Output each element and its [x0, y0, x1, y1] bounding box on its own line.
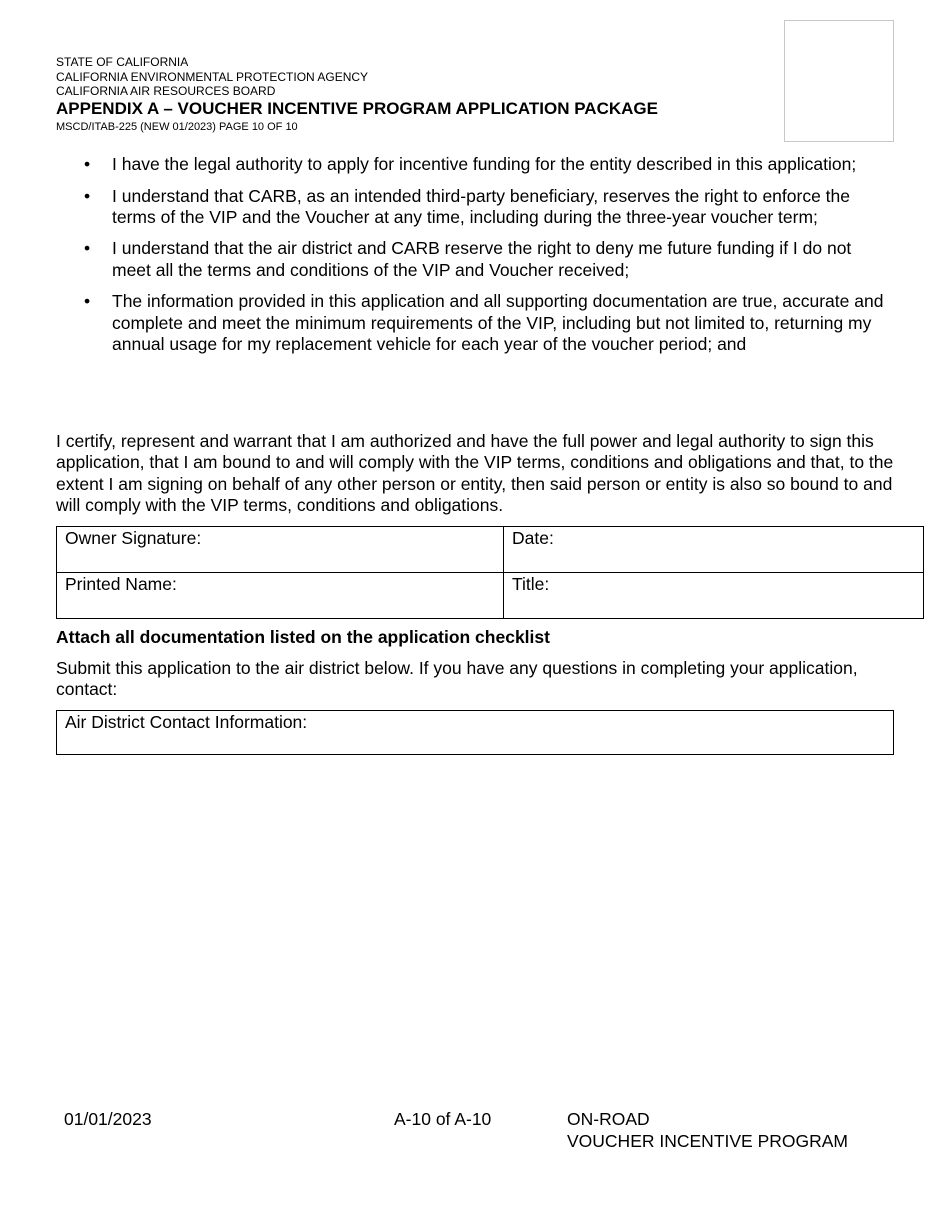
- bullet-marker: •: [84, 154, 91, 174]
- bullet-item: [84, 186, 884, 229]
- table-row: [57, 527, 924, 573]
- air-district-contact-field[interactable]: [56, 710, 894, 755]
- bullet-marker: •: [84, 238, 91, 259]
- footer-program: [567, 1109, 848, 1152]
- attach-note: Attach all documentation listed on the application checklist: [56, 627, 550, 647]
- footer-page-number: A-10 of A-10: [394, 1109, 492, 1129]
- bullet-item: [84, 238, 884, 281]
- footer-program-line1: ON-ROAD: [567, 1109, 650, 1129]
- footer-date: 01/01/2023: [64, 1109, 152, 1129]
- stamp-box: [784, 20, 894, 142]
- header-agency: CALIFORNIA ENVIRONMENTAL PROTECTION AGENCY: [56, 70, 369, 84]
- footer-program-line2: VOUCHER INCENTIVE PROGRAM: [567, 1130, 848, 1151]
- submit-note: Submit this application to the air district below. If you have any questions in completing your application, contact:: [56, 658, 858, 700]
- owner-signature-field[interactable]: [57, 527, 504, 573]
- owner-signature-label: Owner Signature:: [65, 528, 202, 548]
- bullet-marker: •: [84, 291, 91, 312]
- bullet-item: [84, 291, 884, 355]
- date-field[interactable]: [504, 527, 924, 573]
- bullet-text: I understand that CARB, as an intended third-party beneficiary, reserves the right to enforce the terms of the VIP and the Voucher at any time, including during the three-year voucher term;: [112, 185, 850, 227]
- form-number: MSCD/ITAB-225 (NEW 01/2023) PAGE 10 OF 10: [56, 121, 298, 133]
- bullet-marker: •: [84, 185, 91, 206]
- printed-name-label: Printed Name:: [65, 574, 177, 594]
- bullet-text: I understand that the air district and CARB reserve the right to deny me future funding if I do not meet all the terms and conditions of the VIP and Voucher received;: [112, 238, 852, 280]
- bullet-item: [84, 154, 884, 175]
- header-board: CALIFORNIA AIR RESOURCES BOARD: [56, 84, 276, 98]
- page-title: APPENDIX A – VOUCHER INCENTIVE PROGRAM APPLICATION PACKAGE: [56, 99, 658, 118]
- header-state: STATE OF CALIFORNIA: [56, 55, 189, 69]
- signature-table: [56, 526, 924, 619]
- certification-paragraph: I certify, represent and warrant that I am authorized and have the full power and legal authority to sign this application, that I am bound to and will comply with the VIP terms, conditions and obligations and that, to the extent I am signing on behalf of any other person or entity, then said person or entity is also so bound to and will comply with the VIP terms, conditions and obligations.: [56, 431, 894, 515]
- table-row: [57, 573, 924, 619]
- air-district-contact-label: Air District Contact Information:: [65, 712, 308, 732]
- title-field[interactable]: [504, 573, 924, 619]
- printed-name-field[interactable]: [57, 573, 504, 619]
- bullet-text: The information provided in this application and all supporting documentation are true, accurate and complete and meet the minimum requirements of the VIP, including but not limited to, returning my annual usage for my replacement vehicle for each year of the voucher period; and: [112, 291, 884, 354]
- title-label: Title:: [512, 574, 550, 594]
- date-label: Date:: [512, 528, 554, 548]
- bullet-text: I have the legal authority to apply for incentive funding for the entity described in this application;: [112, 154, 857, 174]
- certification-bullets: [84, 154, 884, 366]
